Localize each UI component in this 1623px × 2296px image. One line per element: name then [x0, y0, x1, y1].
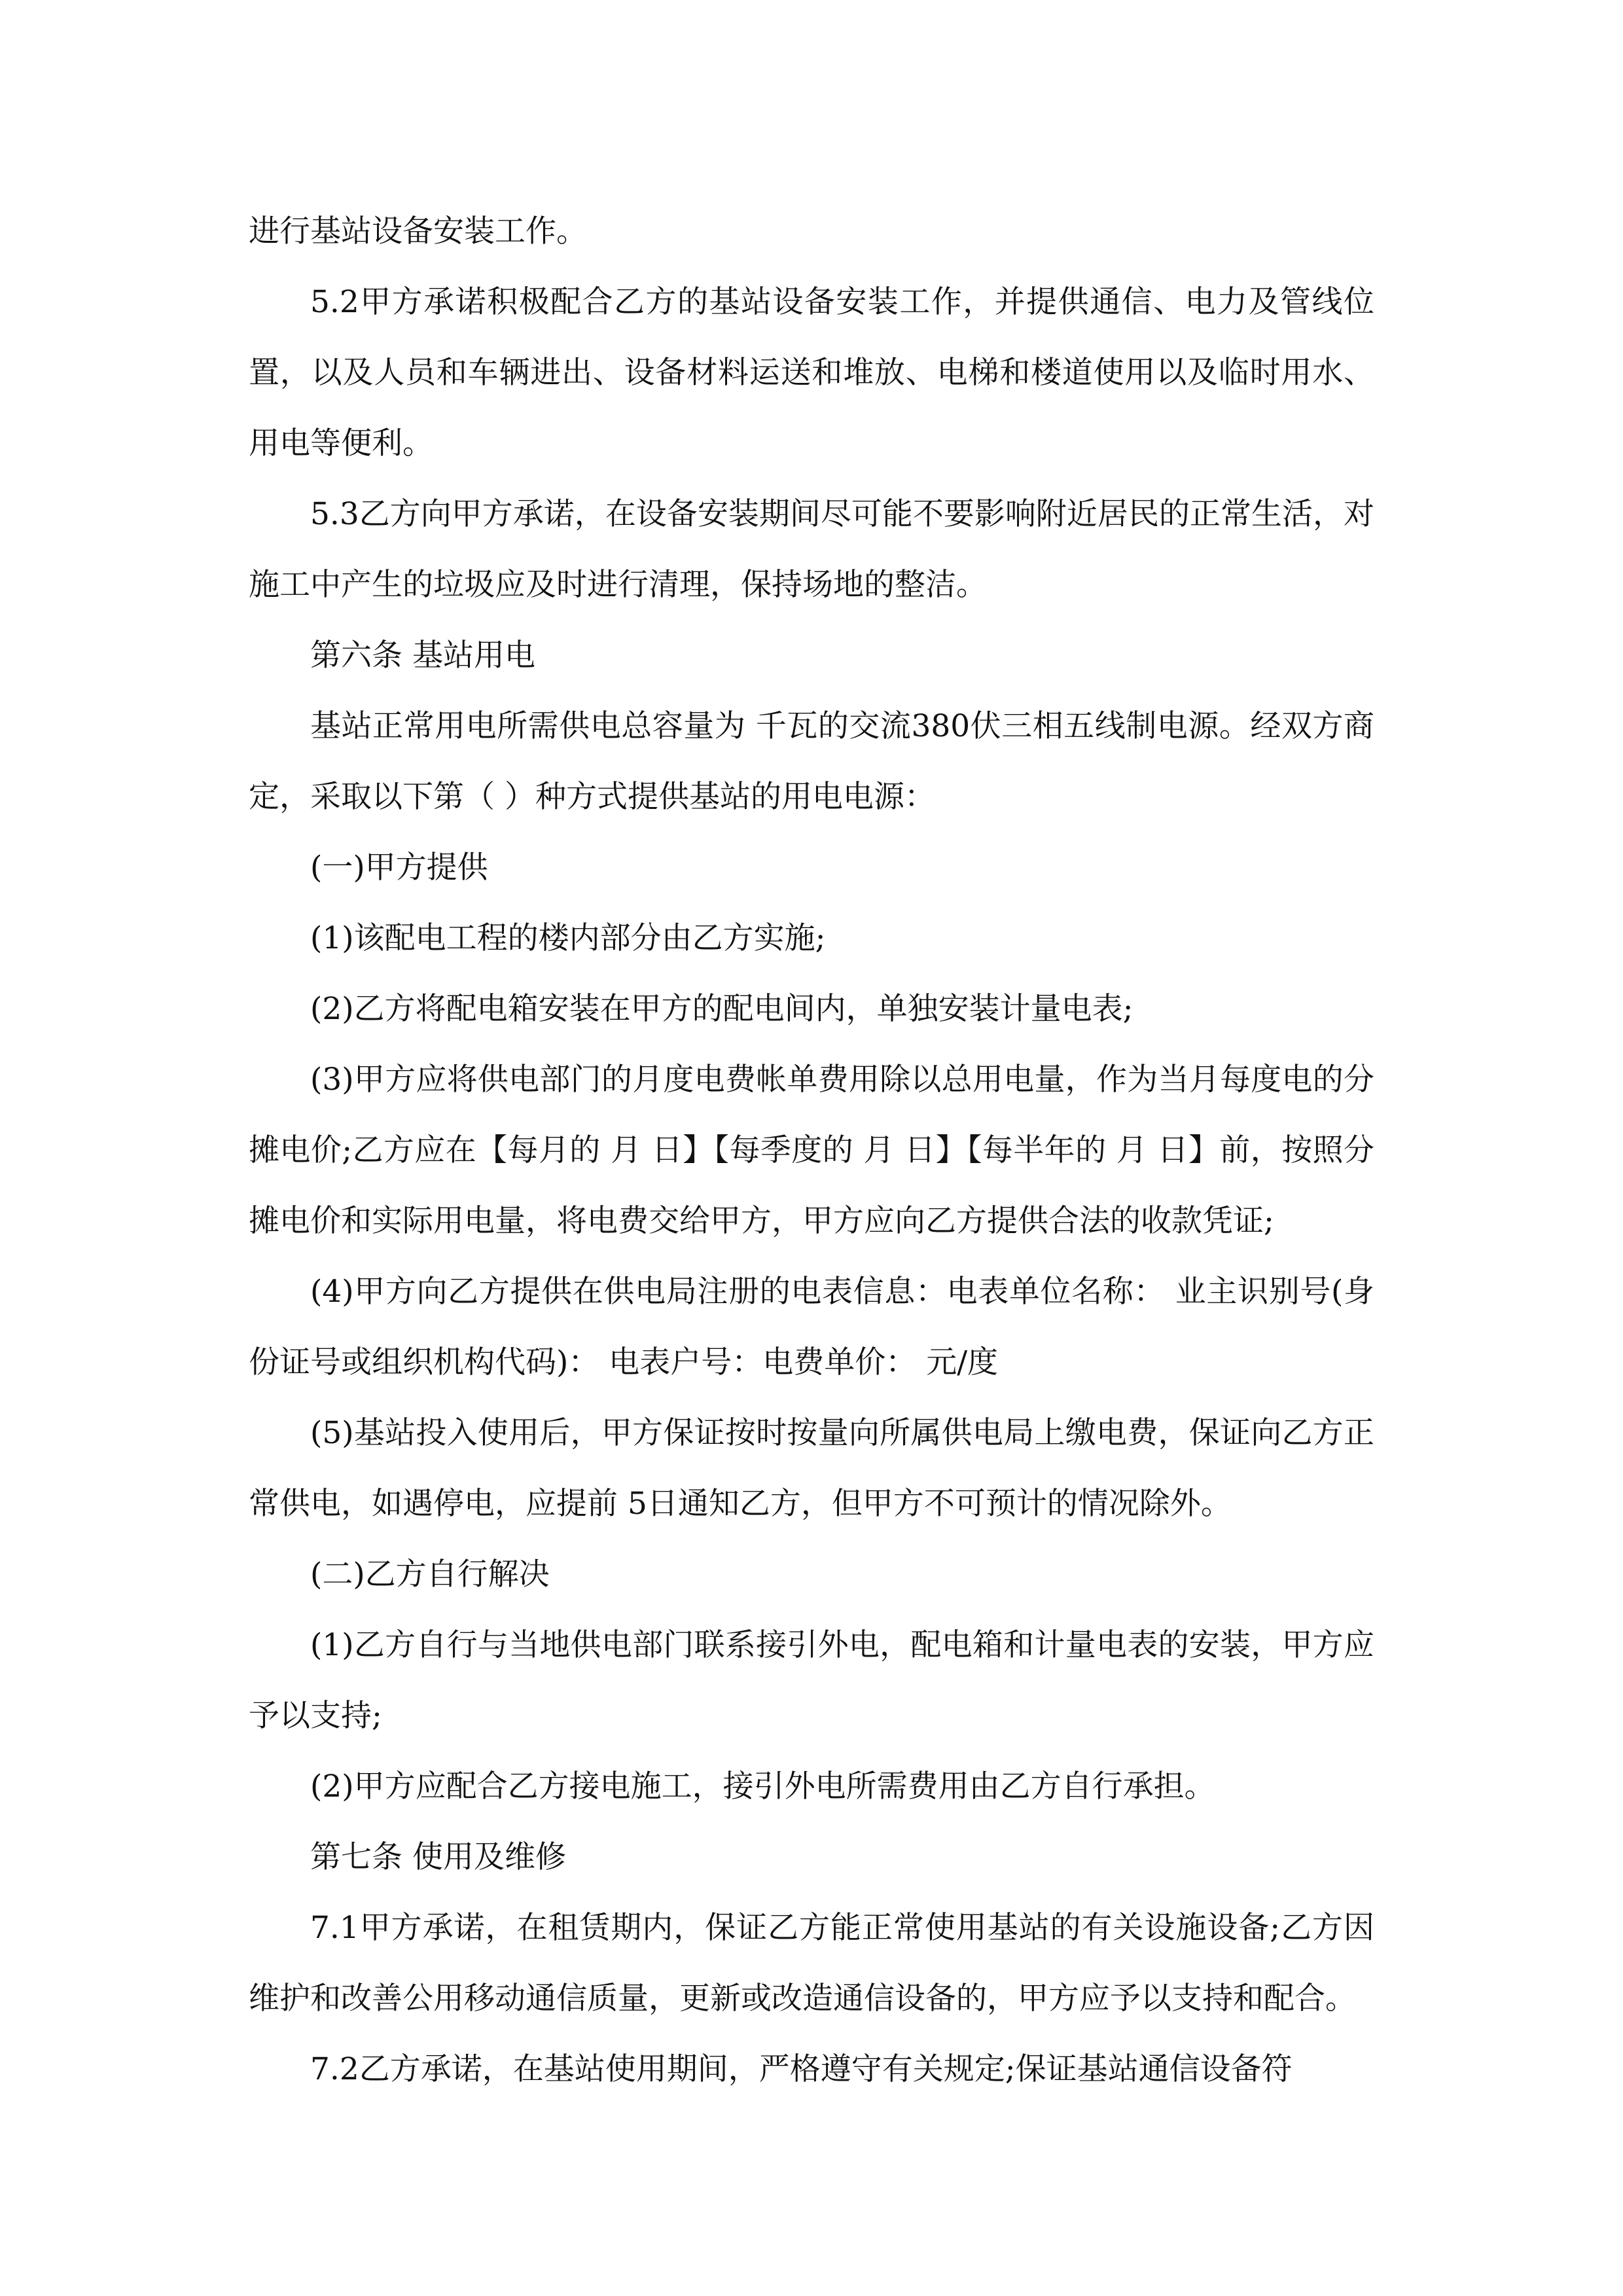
list-item: (3)甲方应将供电部门的月度电费帐单费用除以总用电量，作为当月每度电的分摊电价;乙方应在【每月的 月 日】【每季度的 月 日】【每半年的 月 日】前，按照分摊电价和实际用电量，将电费交给甲方，甲方应向乙方提供合法的收款凭证; [249, 1062, 1374, 1239]
paragraph: 进行基站设备安装工作。 [249, 213, 587, 249]
list-item: (2)乙方将配电箱安装在甲方的配电间内，单独安装计量电表; [310, 991, 1133, 1027]
section-heading: 第六条 基站用电 [310, 637, 535, 673]
list-item: (1)该配电工程的楼内部分由乙方实施; [310, 920, 826, 956]
list-item: (5)基站投入使用后，甲方保证按时按量向所属供电局上缴电费，保证向乙方正常供电，如遇停电，应提前 5日通知乙方，但甲方不可预计的情况除外。 [249, 1415, 1374, 1522]
paragraph: 基站正常用电所需供电总容量为 千瓦的交流380伏三相五线制电源。经双方商定，采取以下第（ ）种方式提供基站的用电电源： [249, 708, 1374, 815]
subsection-heading: (一)甲方提供 [310, 850, 488, 886]
paragraph: 5.3乙方向甲方承诺，在设备安装期间尽可能不要影响附近居民的正常生活，对施工中产生的垃圾应及时进行清理，保持场地的整洁。 [249, 496, 1374, 603]
document-body [249, 196, 1374, 2105]
subsection-heading: (二)乙方自行解决 [310, 1556, 550, 1592]
list-item: (1)乙方自行与当地供电部门联系接引外电，配电箱和计量电表的安装，甲方应予以支持; [249, 1627, 1374, 1734]
section-heading: 第七条 使用及维修 [310, 1839, 566, 1875]
list-item: (4)甲方向乙方提供在供电局注册的电表信息：电表单位名称： 业主识别号(身份证号或组织机构代码)： 电表户号：电费单价： 元/度 [249, 1274, 1374, 1380]
paragraph: 7.1甲方承诺，在租赁期内，保证乙方能正常使用基站的有关设施设备;乙方因维护和改善公用移动通信质量，更新或改造通信设备的，甲方应予以支持和配合。 [249, 1910, 1374, 2017]
paragraph: 5.2甲方承诺积极配合乙方的基站设备安装工作，并提供通信、电力及管线位置，以及人员和车辆进出、设备材料运送和堆放、电梯和楼道使用以及临时用水、用电等便利。 [249, 284, 1374, 461]
paragraph: 7.2乙方承诺，在基站使用期间，严格遵守有关规定;保证基站通信设备符 [310, 2051, 1293, 2087]
list-item: (2)甲方应配合乙方接电施工，接引外电所需费用由乙方自行承担。 [310, 1768, 1215, 1804]
